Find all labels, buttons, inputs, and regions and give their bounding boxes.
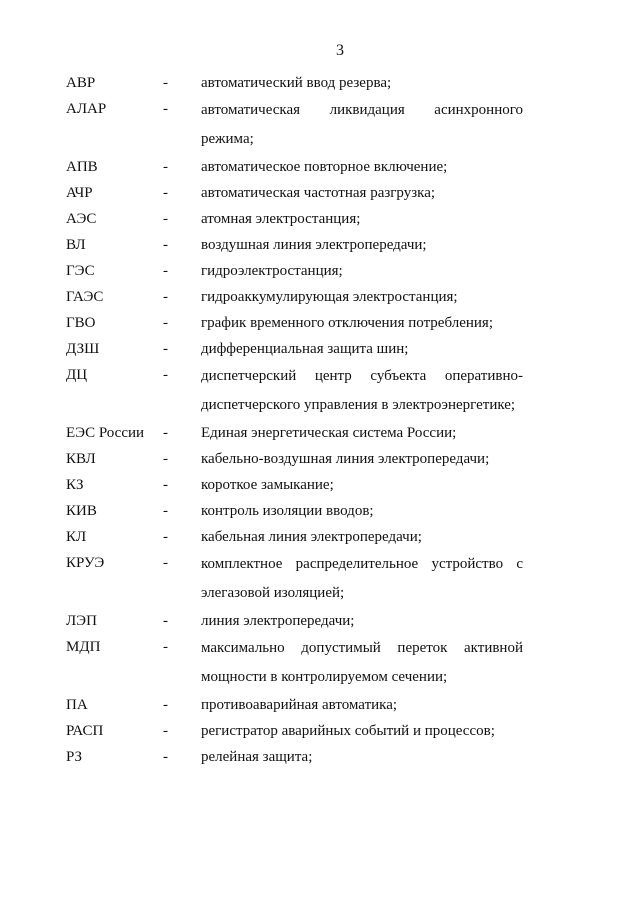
definition: кабельная линия электропередачи; bbox=[201, 529, 422, 545]
abbreviation: ГЭС bbox=[66, 263, 95, 279]
list-item bbox=[0, 718, 640, 744]
abbreviation: АЧР bbox=[66, 185, 93, 201]
dash-separator: - bbox=[163, 425, 168, 441]
definition: короткое замыкание; bbox=[201, 477, 334, 493]
abbreviation: ЕЭС России bbox=[66, 425, 145, 441]
definition: комплектное распределительное устройство с элегазовой изоляцией; bbox=[201, 556, 523, 601]
list-item bbox=[0, 310, 640, 336]
abbreviation: МДП bbox=[66, 639, 101, 655]
dash-separator: - bbox=[163, 367, 168, 383]
abbreviation: АЭС bbox=[66, 211, 97, 227]
abbreviation-list bbox=[0, 70, 640, 770]
dash-separator: - bbox=[163, 477, 168, 493]
page-number: 3 bbox=[336, 42, 344, 59]
list-item bbox=[0, 284, 640, 310]
dash-separator: - bbox=[163, 289, 168, 305]
abbreviation: КВЛ bbox=[66, 451, 96, 467]
abbreviation: РАСП bbox=[66, 723, 104, 739]
dash-separator: - bbox=[163, 185, 168, 201]
definition: максимально допустимый переток активной мощности в контролируемом сечении; bbox=[201, 640, 523, 685]
definition: регистратор аварийных событий и процессов; bbox=[201, 723, 495, 739]
list-item bbox=[0, 634, 640, 692]
abbreviation: КЛ bbox=[66, 529, 87, 545]
list-item bbox=[0, 692, 640, 718]
dash-separator: - bbox=[163, 749, 168, 765]
definition: воздушная линия электропередачи; bbox=[201, 237, 427, 253]
list-item bbox=[0, 336, 640, 362]
definition: гидроаккумулирующая электростанция; bbox=[201, 289, 458, 305]
definition: атомная электростанция; bbox=[201, 211, 361, 227]
dash-separator: - bbox=[163, 211, 168, 227]
list-item bbox=[0, 744, 640, 770]
abbreviation: РЗ bbox=[66, 749, 83, 765]
abbreviation: АВР bbox=[66, 75, 96, 91]
abbreviation: КИВ bbox=[66, 503, 97, 519]
dash-separator: - bbox=[163, 237, 168, 253]
abbreviation: КРУЭ bbox=[66, 555, 105, 571]
definition: автоматический ввод резерва; bbox=[201, 75, 392, 91]
list-item bbox=[0, 420, 640, 446]
abbreviation: ДЗШ bbox=[66, 341, 100, 357]
abbreviation: ГАЭС bbox=[66, 289, 104, 305]
list-item bbox=[0, 96, 640, 154]
dash-separator: - bbox=[163, 75, 168, 91]
definition: автоматическая ликвидация асинхронного режима; bbox=[201, 102, 523, 147]
dash-separator: - bbox=[163, 503, 168, 519]
list-item bbox=[0, 608, 640, 634]
dash-separator: - bbox=[163, 697, 168, 713]
abbreviation: ВЛ bbox=[66, 237, 86, 253]
dash-separator: - bbox=[163, 101, 168, 117]
definition: противоаварийная автоматика; bbox=[201, 697, 398, 713]
list-item bbox=[0, 154, 640, 180]
dash-separator: - bbox=[163, 639, 168, 655]
dash-separator: - bbox=[163, 159, 168, 175]
definition: релейная защита; bbox=[201, 749, 313, 765]
definition: диспетчерский центр субъекта оперативно-диспетчерского управления в электроэнергетике; bbox=[201, 368, 523, 413]
definition: автоматическое повторное включение; bbox=[201, 159, 448, 175]
list-item bbox=[0, 446, 640, 472]
list-item bbox=[0, 524, 640, 550]
definition: автоматическая частотная разгрузка; bbox=[201, 185, 436, 201]
abbreviation: ДЦ bbox=[66, 367, 88, 383]
abbreviation: КЗ bbox=[66, 477, 84, 493]
definition: кабельно-воздушная линия электропередачи; bbox=[201, 451, 490, 467]
dash-separator: - bbox=[163, 263, 168, 279]
definition: график временного отключения потребления; bbox=[201, 315, 493, 331]
dash-separator: - bbox=[163, 555, 168, 571]
definition: контроль изоляции вводов; bbox=[201, 503, 374, 519]
list-item bbox=[0, 472, 640, 498]
dash-separator: - bbox=[163, 315, 168, 331]
list-item bbox=[0, 362, 640, 420]
dash-separator: - bbox=[163, 341, 168, 357]
definition: гидроэлектростанция; bbox=[201, 263, 343, 279]
abbreviation: ПА bbox=[66, 697, 88, 713]
list-item bbox=[0, 232, 640, 258]
list-item bbox=[0, 498, 640, 524]
definition: Единая энергетическая система России; bbox=[201, 425, 457, 441]
dash-separator: - bbox=[163, 529, 168, 545]
dash-separator: - bbox=[163, 451, 168, 467]
list-item bbox=[0, 258, 640, 284]
dash-separator: - bbox=[163, 613, 168, 629]
list-item bbox=[0, 70, 640, 96]
abbreviation: ГВО bbox=[66, 315, 96, 331]
abbreviation: ЛЭП bbox=[66, 613, 97, 629]
list-item bbox=[0, 550, 640, 608]
list-item bbox=[0, 180, 640, 206]
abbreviation: АПВ bbox=[66, 159, 98, 175]
definition: линия электропередачи; bbox=[201, 613, 355, 629]
list-item bbox=[0, 206, 640, 232]
definition: дифференциальная защита шин; bbox=[201, 341, 409, 357]
abbreviation: АЛАР bbox=[66, 101, 107, 117]
dash-separator: - bbox=[163, 723, 168, 739]
